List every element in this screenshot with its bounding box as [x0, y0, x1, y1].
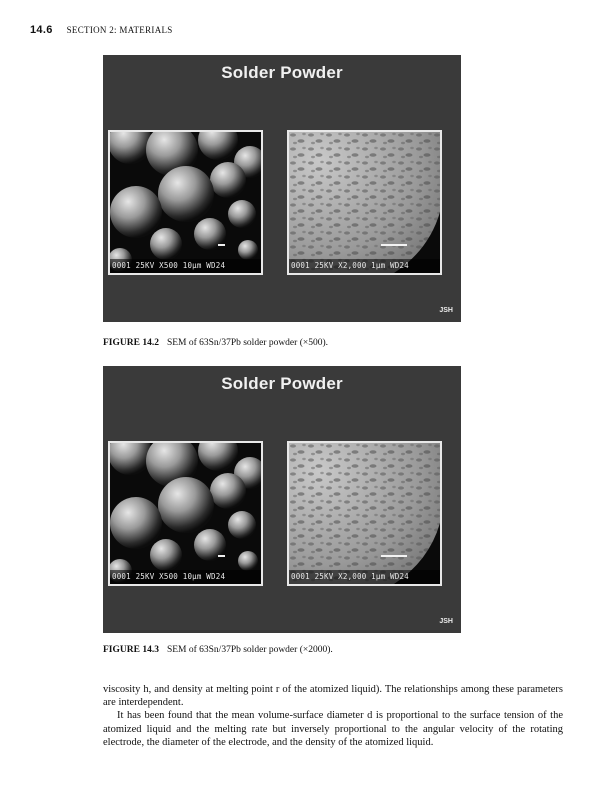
scale-label: 0001 25KV X2,000 1µm WD24 — [289, 570, 440, 584]
body-text — [103, 683, 563, 749]
panel-title: Solder Powder — [221, 374, 343, 393]
sem-micrograph-surface — [287, 441, 442, 586]
scale-label: 0001 25KV X500 10µm WD24 — [110, 570, 261, 584]
figure-14-2-image — [103, 55, 461, 322]
panel-title: Solder Powder — [221, 63, 343, 82]
sem-micrograph-spheres — [108, 130, 263, 275]
figure-14-3-image — [103, 366, 461, 633]
solder-spheres-image — [110, 132, 261, 273]
solder-surface-image — [289, 132, 440, 273]
section-title: SECTION 2: MATERIALS — [66, 25, 173, 35]
photographer-initials: JSH — [439, 307, 453, 314]
figure-label: FIGURE 14.3 — [103, 645, 159, 655]
page-number: 14.6 — [30, 24, 53, 36]
scale-label: 0001 25KV X500 10µm WD24 — [110, 259, 261, 273]
caption-text: SEM of 63Sn/37Pb solder powder (×2000). — [166, 645, 333, 655]
caption-text: SEM of 63Sn/37Pb solder powder (×500). — [166, 338, 328, 348]
figure-label: FIGURE 14.2 — [103, 338, 159, 348]
solder-surface-image — [289, 443, 440, 584]
scale-label: 0001 25KV X2,000 1µm WD24 — [289, 259, 440, 273]
paragraph: viscosity h, and density at melting point r of the atomized liquid). The relationships among these parameters are interdependent. — [103, 684, 563, 709]
solder-spheres-image — [110, 443, 261, 584]
paragraph: It has been found that the mean volume-surface diameter d is proportional to the surface tension of the atomized liquid and the melting rate but inversely proportional to the angular velocity of the rotating electrode, the diameter of the electrode, and the density of the atomized liquid. — [103, 710, 563, 748]
sem-micrograph-spheres — [108, 441, 263, 586]
sem-micrograph-surface — [287, 130, 442, 275]
running-header — [30, 24, 173, 36]
figure-caption — [103, 338, 328, 348]
figure-caption — [103, 645, 333, 655]
photographer-initials: JSH — [439, 618, 453, 625]
